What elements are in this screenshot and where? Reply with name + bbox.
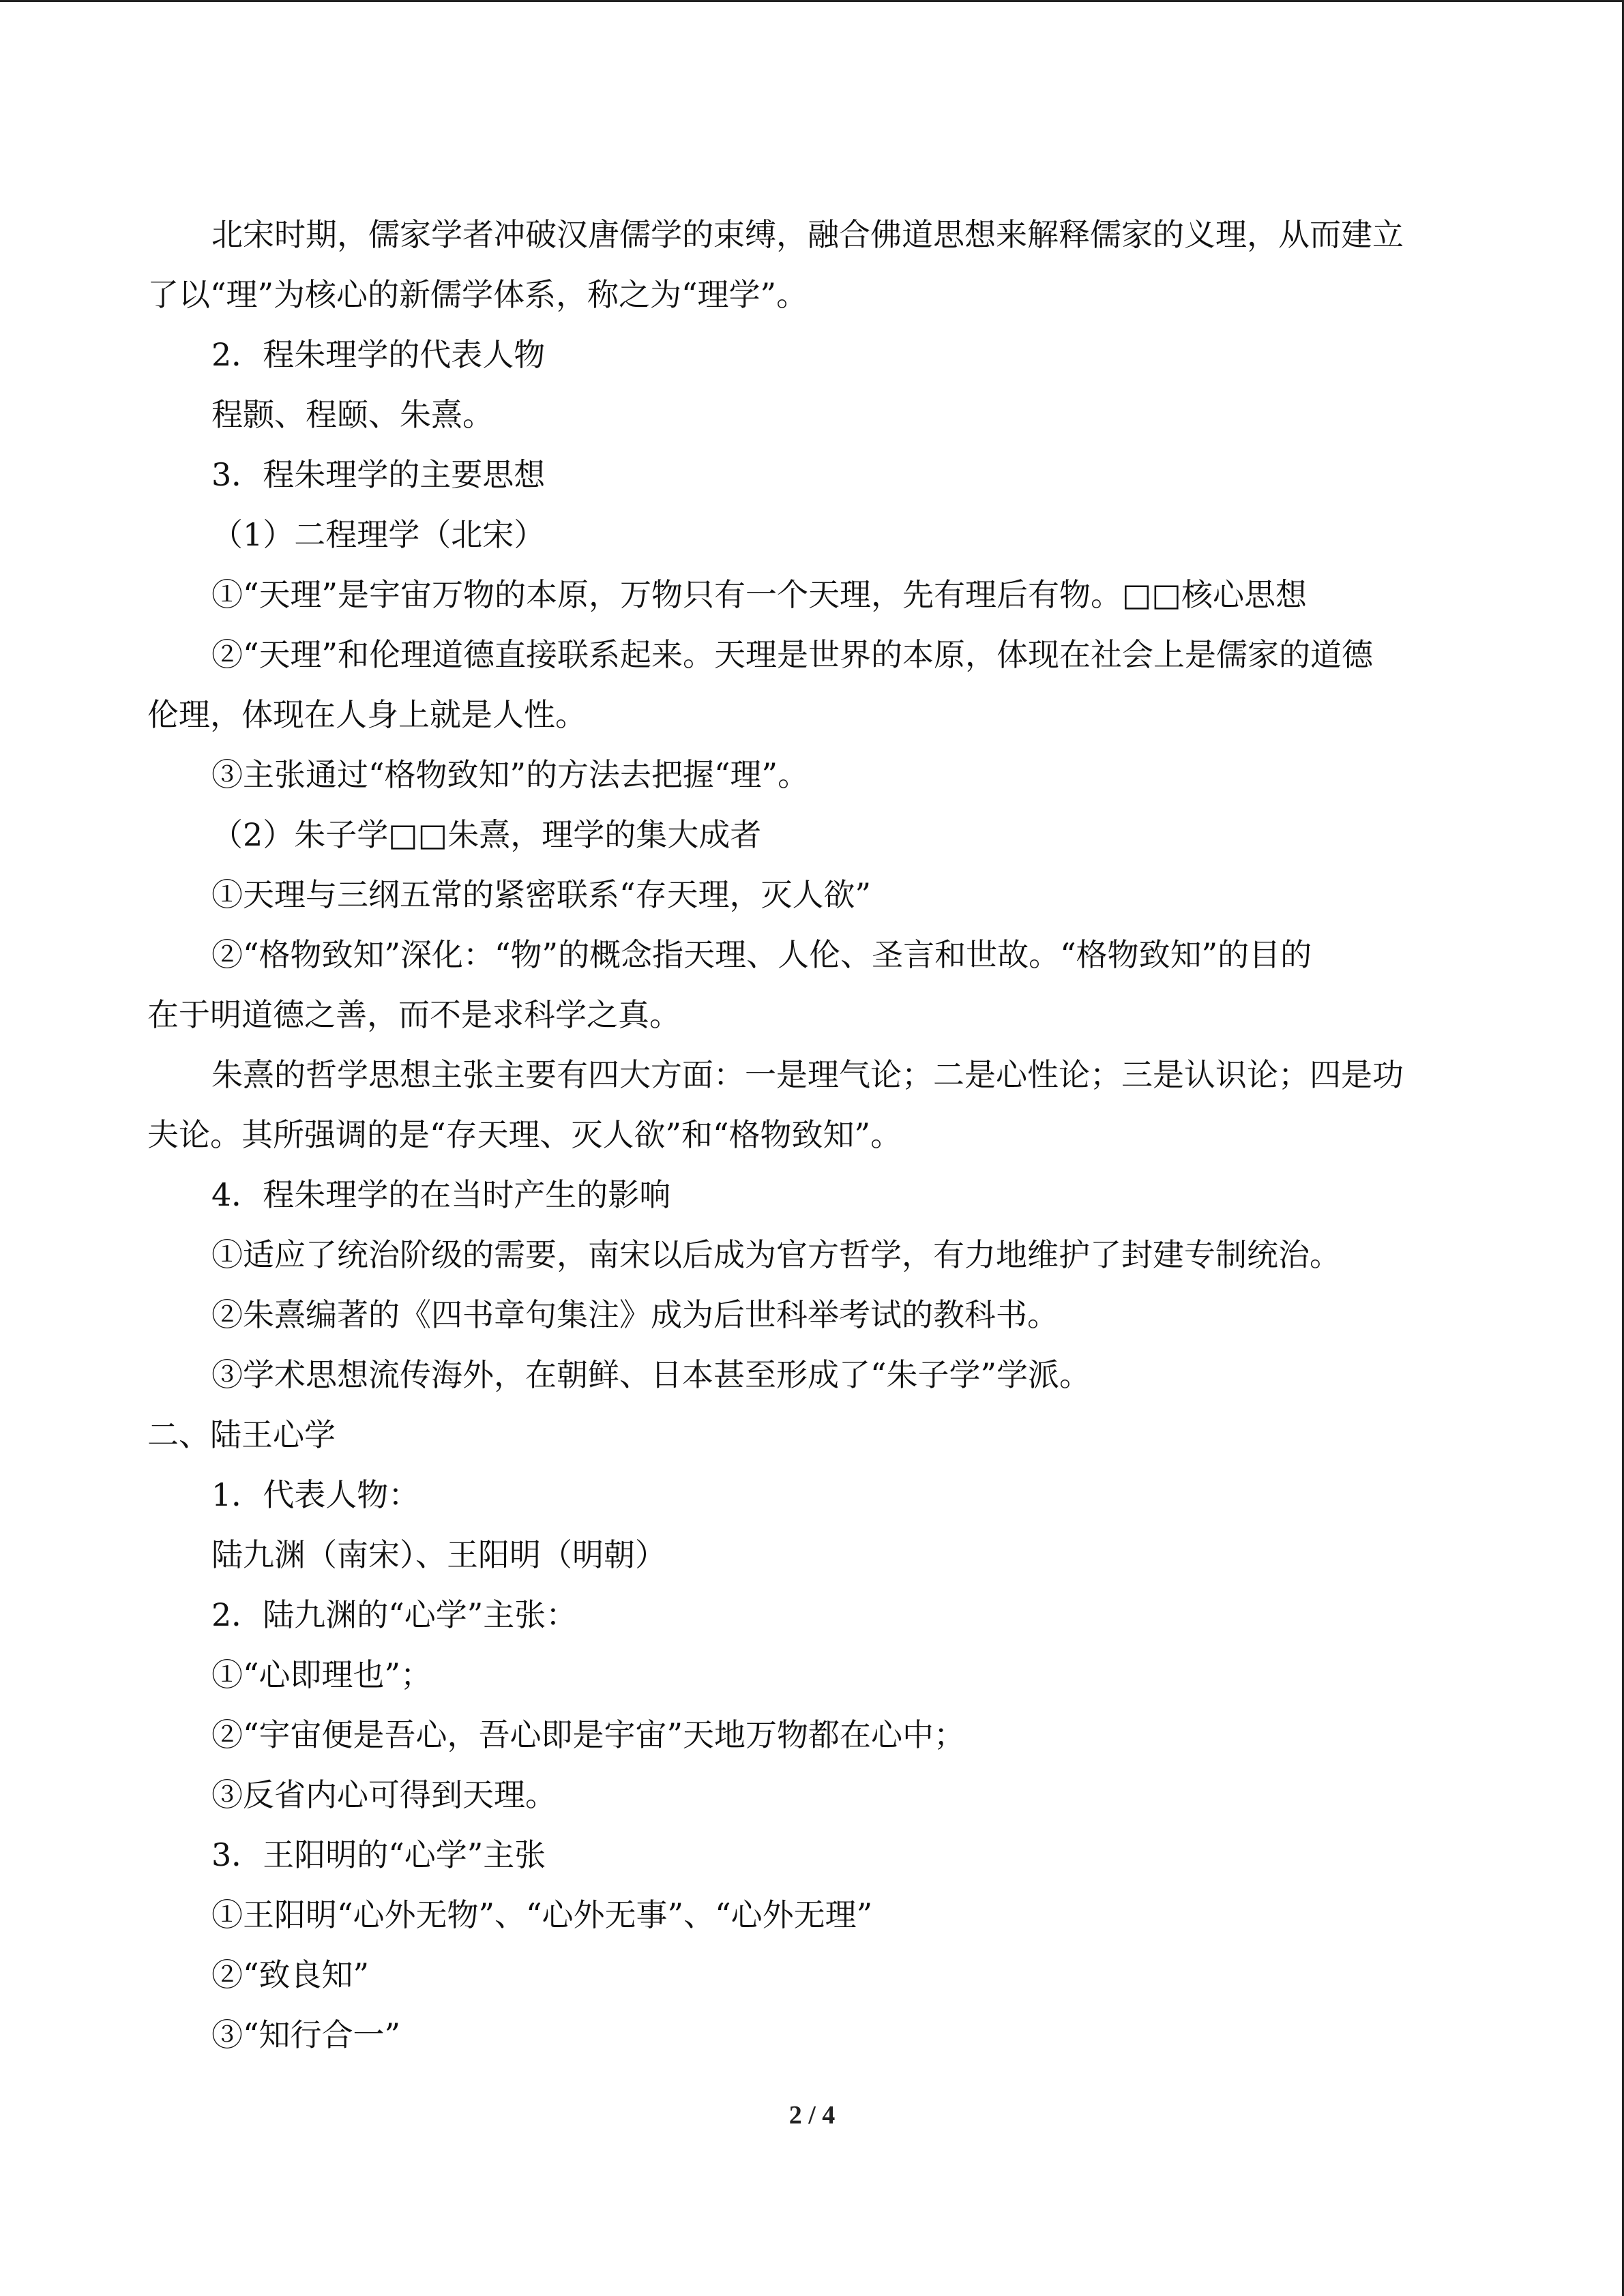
paragraph: [147, 625, 1464, 745]
text-line: 3．程朱理学的主要思想: [211, 456, 546, 493]
text-line: ②朱熹编著的《四书章句集注》成为后世科举考试的教科书。: [211, 1296, 1059, 1333]
text-line: （2）朱子学□□朱熹，理学的集大成者: [211, 816, 762, 853]
text-line: ①适应了统治阶级的需要，南宋以后成为官方哲学，有力地维护了封建专制统治。: [211, 1236, 1341, 1273]
text-line: ②“宇宙便是吾心，吾心即是宇宙”天地万物都在心中；: [211, 1716, 966, 1753]
paragraph: [147, 865, 1464, 925]
paragraph: [147, 1165, 1464, 1225]
text-line: 在于明道德之善，而不是求科学之真。: [147, 996, 681, 1033]
paragraph: [147, 1585, 1464, 1645]
paragraph: [147, 445, 1464, 505]
paragraph: [147, 925, 1464, 1045]
text-line: ①天理与三纲五常的紧密联系“存天理，灭人欲”: [211, 876, 872, 913]
text-line: 了以“理”为核心的新儒学体系，称之为“理学”。: [147, 276, 808, 313]
text-line: 朱熹的哲学思想主张主要有四大方面：一是理气论；二是心性论；三是认识论；四是功: [211, 1056, 1404, 1093]
paragraph: [147, 1885, 1464, 1945]
paragraph: [147, 1765, 1464, 1825]
paragraph: [147, 2005, 1464, 2065]
paragraph: [147, 1825, 1464, 1885]
text-line: ①“天理”是宇宙万物的本原，万物只有一个天理，先有理后有物。□□核心思想: [211, 576, 1307, 613]
text-line: ②“致良知”: [211, 1956, 370, 1993]
text-line: ③学术思想流传海外，在朝鲜、日本甚至形成了“朱子学”学派。: [211, 1356, 1091, 1393]
paragraph: [147, 205, 1464, 325]
text-line: ②“天理”和伦理道德直接联系起来。天理是世界的本原，体现在社会上是儒家的道德: [211, 636, 1374, 673]
paragraph: [147, 1645, 1464, 1705]
text-line: ②“格物致知”深化：“物”的概念指天理、人伦、圣言和世故。“格物致知”的目的: [211, 936, 1312, 973]
text-line: ①王阳明“心外无物”、“心外无事”、“心外无理”: [211, 1896, 873, 1933]
paragraph: [147, 385, 1464, 445]
paragraph: [147, 505, 1464, 565]
paragraph: [147, 805, 1464, 865]
paragraph: [147, 1945, 1464, 2005]
section-heading: [147, 1405, 1464, 1465]
text-line: ③主张通过“格物致知”的方法去把握“理”。: [211, 756, 810, 793]
paragraph: [147, 1225, 1464, 1285]
text-line: 4．程朱理学的在当时产生的影响: [211, 1176, 671, 1213]
paragraph: [147, 565, 1464, 625]
text-line: ③“知行合一”: [211, 2016, 401, 2053]
text-line: ①“心即理也”；: [211, 1656, 432, 1693]
text-line: 3．王阳明的“心学”主张: [211, 1836, 546, 1873]
text-line: 陆九渊（南宋）、王阳明（明朝）: [211, 1536, 666, 1573]
document-body: [147, 205, 1464, 2065]
text-line: 伦理，体现在人身上就是人性。: [147, 696, 587, 733]
paragraph: [147, 1465, 1464, 1525]
text-line: 2．陆九渊的“心学”主张：: [211, 1596, 578, 1633]
text-line: 1．代表人物：: [211, 1476, 420, 1513]
paragraph: [147, 1045, 1464, 1165]
paragraph: [147, 325, 1464, 385]
paragraph: [147, 1525, 1464, 1585]
paragraph: [147, 1345, 1464, 1405]
text-line: 程颢、程颐、朱熹。: [211, 396, 494, 433]
text-line: 2．程朱理学的代表人物: [211, 336, 546, 373]
text-line: 二、陆王心学: [147, 1416, 336, 1453]
paragraph: [147, 1285, 1464, 1345]
page-number: 2 / 4: [788, 2101, 836, 2130]
text-line: 夫论。其所强调的是“存天理、灭人欲”和“格物致知”。: [147, 1116, 902, 1153]
text-line: 北宋时期，儒家学者冲破汉唐儒学的束缚，融合佛道思想来解释儒家的义理，从而建立: [211, 216, 1404, 253]
text-line: ③反省内心可得到天理。: [211, 1776, 557, 1813]
paragraph: [147, 745, 1464, 805]
text-line: （1）二程理学（北宋）: [211, 516, 546, 553]
paragraph: [147, 1705, 1464, 1765]
